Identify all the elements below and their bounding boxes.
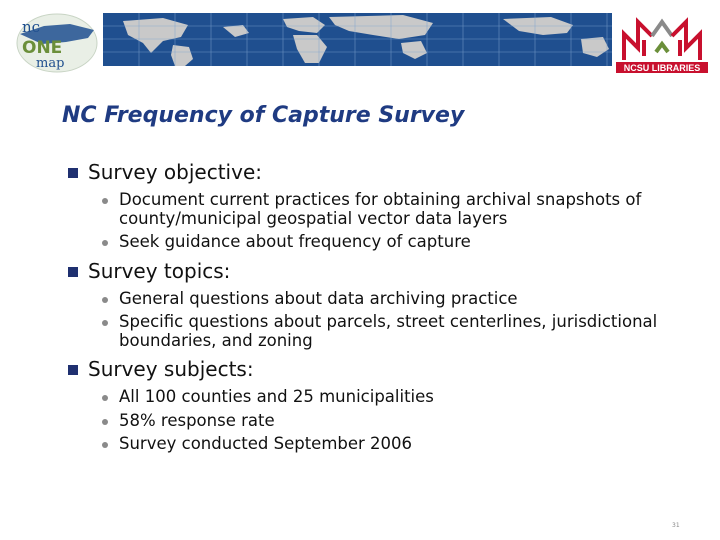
section-items xyxy=(68,191,688,252)
section-heading xyxy=(68,158,688,186)
section-heading-text: Survey objective: xyxy=(88,160,262,184)
list-item xyxy=(68,191,688,228)
square-bullet-icon xyxy=(68,267,78,277)
page-number: 31 xyxy=(672,522,680,529)
dot-bullet-icon xyxy=(102,419,108,425)
list-item xyxy=(68,290,688,309)
nc-onemap-logo-icon xyxy=(14,12,100,74)
section-items xyxy=(68,388,688,454)
list-item-text: All 100 counties and 25 municipalities xyxy=(119,387,434,406)
logo-map-text: map xyxy=(36,56,65,71)
list-item xyxy=(68,313,688,350)
list-item-text: General questions about data archiving practice xyxy=(119,288,518,308)
square-bullet-icon xyxy=(68,168,78,178)
list-item xyxy=(68,412,688,431)
section-subjects xyxy=(68,355,688,454)
list-item xyxy=(68,435,688,454)
list-item xyxy=(68,388,688,407)
section-heading xyxy=(68,355,688,383)
section-heading-text: Survey topics: xyxy=(88,258,231,283)
square-bullet-icon xyxy=(68,365,78,375)
bullet-content xyxy=(68,158,688,459)
list-item-text: Survey conducted September 2006 xyxy=(119,434,413,453)
dot-bullet-icon xyxy=(102,198,108,204)
list-item-text: Seek guidance about frequency of capture xyxy=(119,232,471,251)
section-objective xyxy=(68,158,688,252)
ncsu-libraries-label: NCSU LIBRARIES xyxy=(623,63,701,73)
section-heading xyxy=(68,257,688,285)
dot-bullet-icon xyxy=(102,320,108,326)
slide-title: NC Frequency of Capture Survey xyxy=(62,103,465,128)
logo-one-text: ONE xyxy=(22,38,63,58)
world-map-grid-icon xyxy=(103,13,612,66)
list-item-text: Specific questions about parcels, street centerlines, jurisdictional boundaries, and zoning xyxy=(119,312,658,350)
dot-bullet-icon xyxy=(102,442,108,448)
ncsu-libraries-logo-icon xyxy=(616,8,708,74)
list-item xyxy=(68,233,688,252)
section-topics xyxy=(68,257,688,351)
section-heading-text: Survey subjects: xyxy=(88,357,254,381)
logo-nc-text: nc xyxy=(22,18,41,36)
dot-bullet-icon xyxy=(102,240,108,246)
list-item-text: Document current practices for obtaining archival snapshots of county/municipal geospatial vector data layers xyxy=(119,190,642,228)
section-items xyxy=(68,290,688,351)
dot-bullet-icon xyxy=(102,395,108,401)
dot-bullet-icon xyxy=(102,297,108,303)
list-item-text: 58% response rate xyxy=(119,410,275,430)
